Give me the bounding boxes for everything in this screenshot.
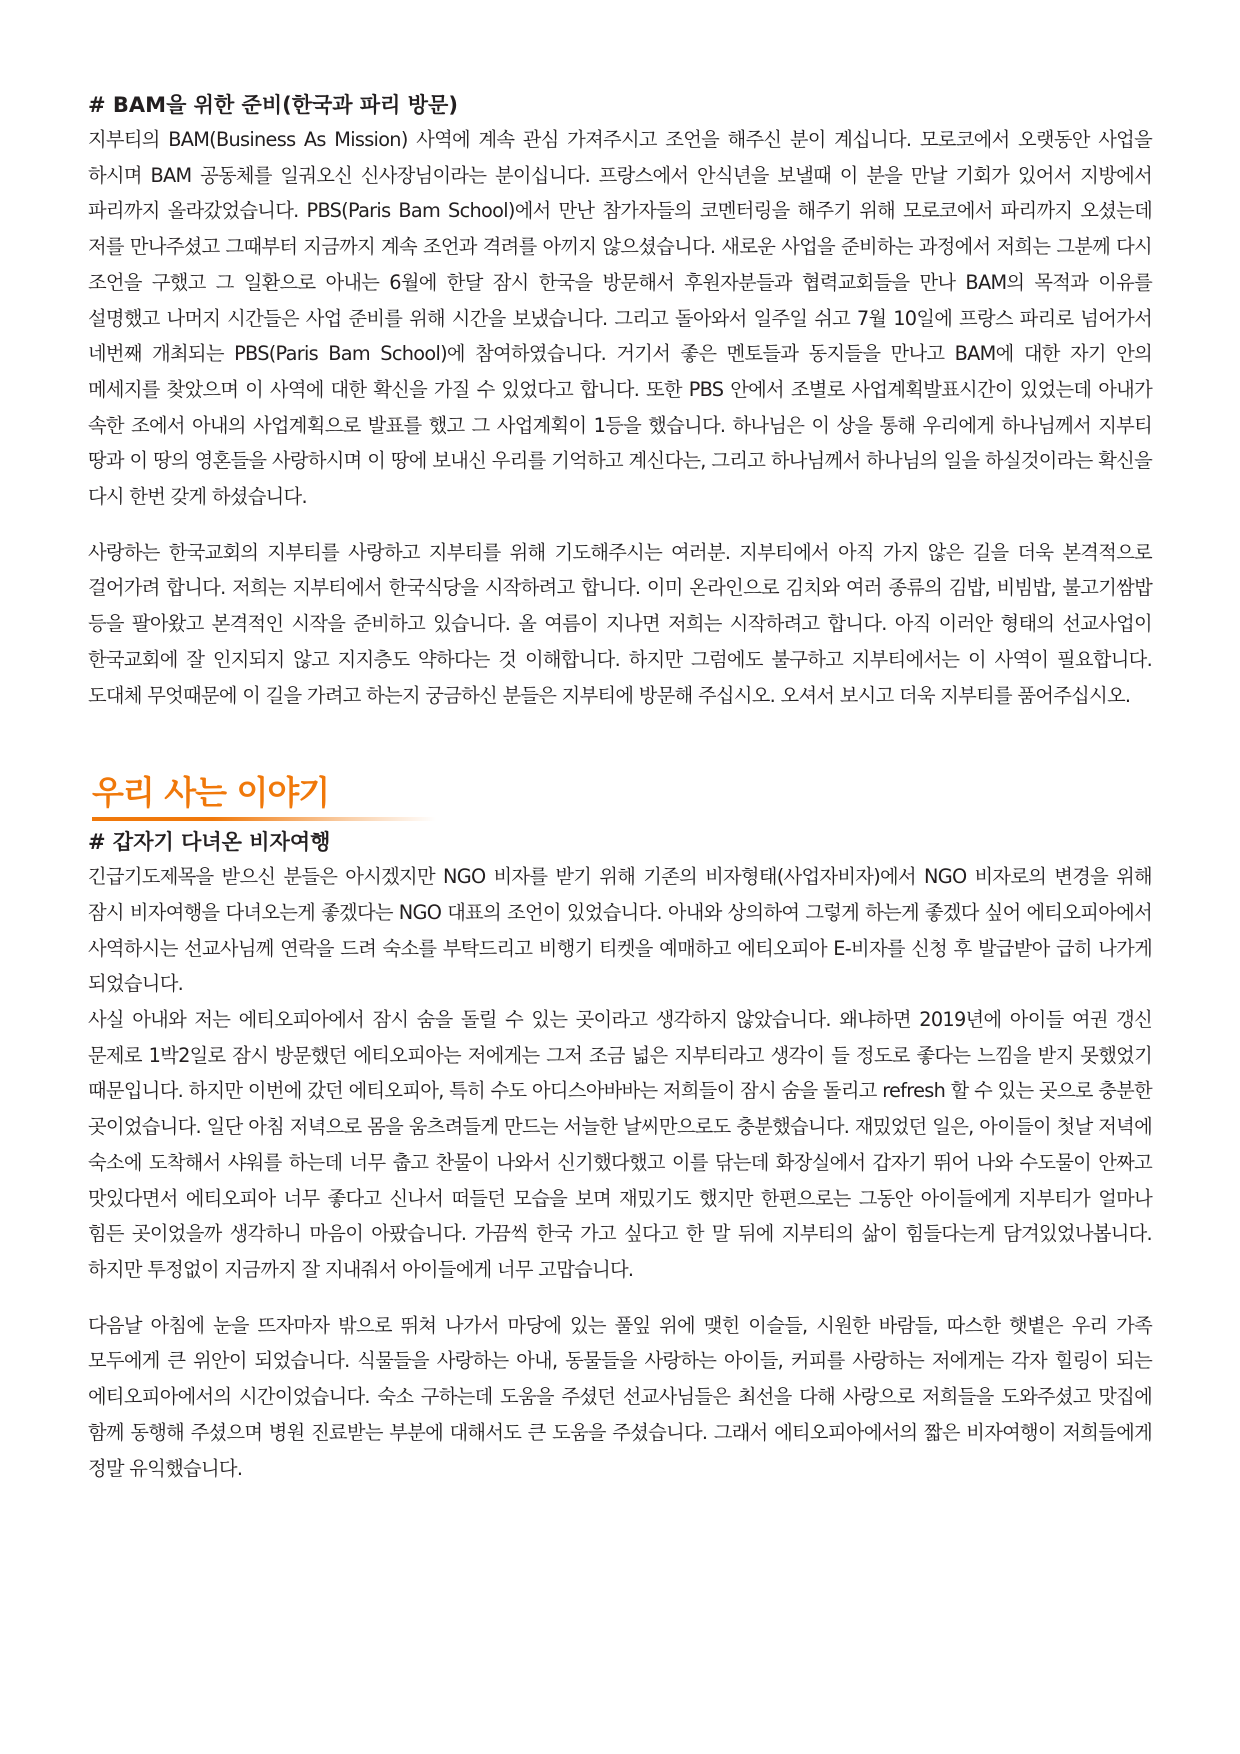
visa-paragraph-1: 긴급기도제목을 받으신 분들은 아시겠지만 NGO 비자를 받기 위해 기존의 비자형태(사업자비자)에서 NGO 비자로의 변경을 위해 잠시 비자여행을 다녀오는게 좋겠다는 NGO 대표의 조언이 있었습니다. 아내와 상의하여 그렇게 하는게 좋겠다 싶어 에티오피아에서 사역하시는 선교사님께 연락을 드려 숙소를 부탁드리고 비행기 티켓을 예매하고 에티오피아 E-비자를 신청 후 발급받아 급히 나가게 되었습니다. xyxy=(88,865,1152,996)
visa-paragraph-3: 다음날 아침에 눈을 뜨자마자 밖으로 뛰쳐 나가서 마당에 있는 풀잎 위에 맺힌 이슬들, 시원한 바람들, 따스한 햇볕은 우리 가족 모두에게 큰 위안이 되었습니다. 식물들을 사랑하는 아내, 동물들을 사랑하는 아이들, 커피를 사랑하는 저에게는 각자 힐링이 되는 에티오피아에서의 시간이었습니다. 숙소 구하는데 도움을 주셨던 선교사님들은 최선을 다해 사랑으로 저희들을 도와주셨고 맛집에 함께 동행해 주셨으며 병원 진료받는 부분에 대해서도 큰 도움을 주셨습니다. 그래서 에티오피아에서의 짧은 비자여행이 저희들에게 정말 유익했습니다. xyxy=(88,1313,1152,1480)
section-title xyxy=(92,771,329,821)
visa-paragraph-2: 사실 아내와 저는 에티오피아에서 잠시 숨을 돌릴 수 있는 곳이라고 생각하지 않았습니다. 왜냐하면 2019년에 아이들 여권 갱신 문제로 1박2일로 잠시 방문했던 에티오피아는 저에게는 그저 조금 넓은 지부티라고 생각이 들 정도로 좋다는 느낌을 받지 못했었기 때문입니다. 하지만 이번에 갔던 에티오피아, 특히 수도 아디스아바바는 저희들이 잠시 숨을 돌리고 refresh 할 수 있는 곳으로 충분한 곳이었습니다. 일단 아침 저녁으로 몸을 움츠려들게 만드는 서늘한 날씨만으로도 충분했습니다. 재밌었던 일은, 아이들이 첫날 저녁에 숙소에 도착해서 샤워를 하는데 너무 춥고 찬물이 나와서 신기했다했고 이를 닦는데 화장실에서 갑자기 뛰어 나와 수도물이 안짜고 맛있다면서 에티오피아 너무 좋다고 신나서 떠들던 모습을 보며 재밌기도 했지만 한편으로는 그동안 아이들에게 지부티가 얼마나 힘든 곳이었을까 생각하니 마음이 아팠습니다. 가끔씩 한국 가고 싶다고 한 말 뒤에 지부티의 삶이 힘들다는게 담겨있었나봅니다. 하지만 투정없이 지금까지 잘 지내줘서 아이들에게 너무 고맙습니다. xyxy=(88,1008,1152,1281)
bam-preparation-heading: # BAM을 위한 준비(한국과 파리 방문) xyxy=(88,93,458,117)
section-title-underline xyxy=(92,817,436,821)
visa-trip-heading: # 갑자기 다녀온 비자여행 xyxy=(88,830,331,855)
newsletter-page xyxy=(88,88,1152,1486)
section-title-text: 우리 사는 이야기 xyxy=(92,773,330,813)
bam-paragraph-2: 사랑하는 한국교회의 지부티를 사랑하고 지부티를 위해 기도해주시는 여러분. 지부티에서 아직 가지 않은 길을 더욱 본격적으로 걸어가려 합니다. 저희는 지부티에서 한국식당을 시작하려고 합니다. 이미 온라인으로 김치와 여러 종류의 김밥, 비빔밥, 불고기쌈밥 등을 팔아왔고 본격적인 시작을 준비하고 있습니다. 올 여름이 지나면 저희는 시작하려고 합니다. 아직 이러안 형태의 선교사업이 한국교회에 잘 인지되지 않고 지지층도 약하다는 것 이해합니다. 하지만 그럼에도 불구하고 지부티에서는 이 사역이 필요합니다. 도대체 무엇때문에 이 길을 가려고 하는지 궁금하신 분들은 지부티에 방문해 주십시오. 오셔서 보시고 더욱 지부티를 품어주십시오. xyxy=(88,540,1152,707)
bam-paragraph-1: 지부티의 BAM(Business As Mission) 사역에 계속 관심 가져주시고 조언을 해주신 분이 계십니다. 모로코에서 오랫동안 사업을 하시며 BAM 공동체를 일궈오신 신사장님이라는 분이십니다. 프랑스에서 안식년을 보낼때 이 분을 만날 기회가 있어서 지방에서 파리까지 올라갔었습니다. PBS(Paris Bam School)에서 만난 참가자들의 코멘터링을 해주기 위해 모로코에서 파리까지 오셨는데 저를 만나주셨고 그때부터 지금까지 계속 조언과 격려를 아끼지 않으셨습니다. 새로운 사업을 준비하는 과정에서 저희는 그분께 다시 조언을 구했고 그 일환으로 아내는 6월에 한달 잠시 한국을 방문해서 후원자분들과 협력교회들을 만나 BAM의 목적과 이유를 설명했고 나머지 시간들은 사업 준비를 위해 시간을 보냈습니다. 그리고 돌아와서 일주일 쉬고 7월 10일에 프랑스 파리로 넘어가서 네번째 개최되는 PBS(Paris Bam School)에 참여하였습니다. 거기서 좋은 멘토들과 동지들을 만나고 BAM에 대한 자기 안의 메세지를 찾았으며 이 사역에 대한 확신을 가질 수 있었다고 합니다. 또한 PBS 안에서 조별로 사업계획발표시간이 있었는데 아내가 속한 조에서 아내의 사업계획으로 발표를 했고 그 사업계획이 1등을 했습니다. 하나님은 이 상을 통해 우리에게 하나님께서 지부티 땅과 이 땅의 영혼들을 사랑하시며 이 땅에 보내신 우리를 기억하고 계신다는, 그리고 하나님께서 하나님의 일을 하실것이라는 확신을 다시 한번 갖게 하셨습니다. xyxy=(88,128,1152,509)
